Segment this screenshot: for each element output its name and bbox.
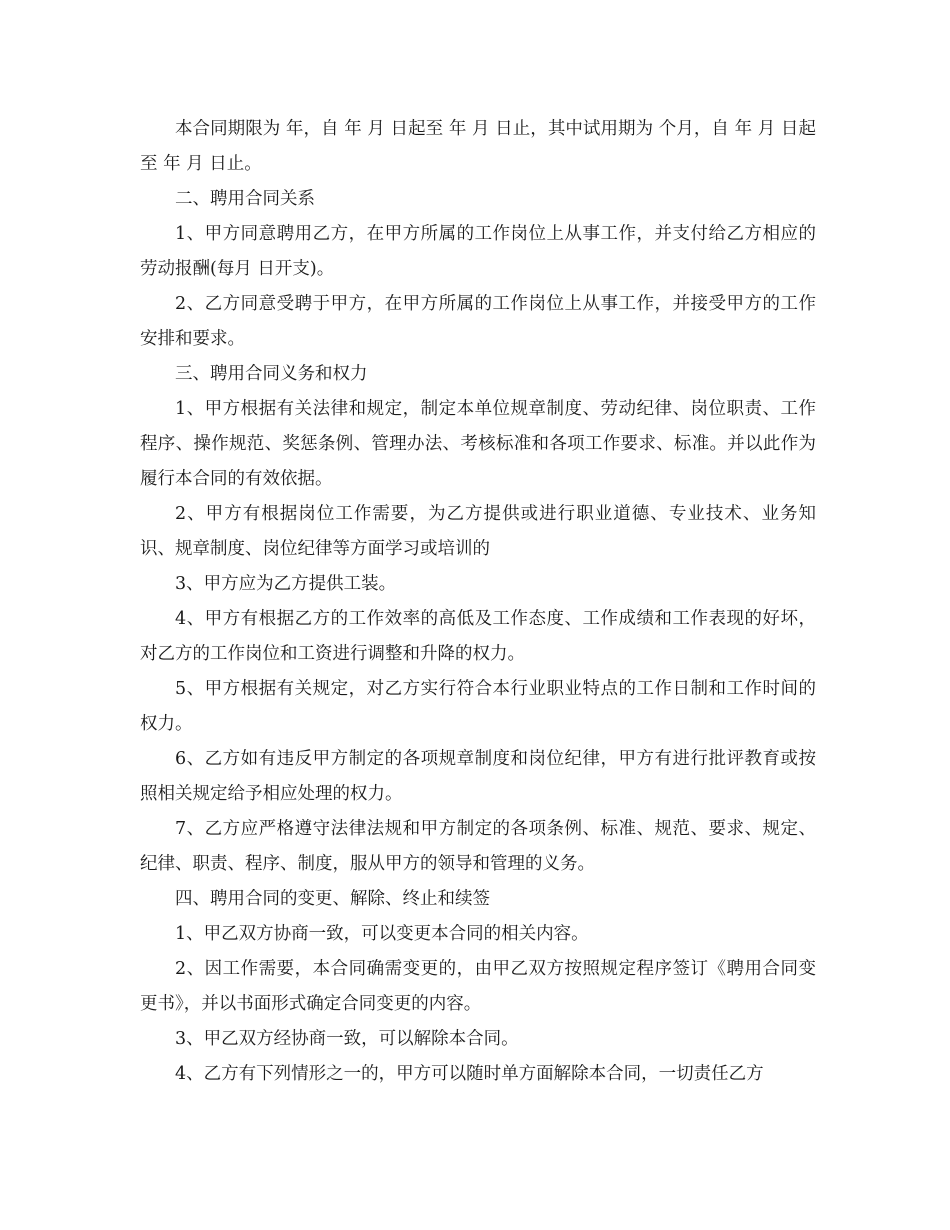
- clause-3-5: 5、甲方根据有关规定，对乙方实行符合本行业职业特点的工作日制和工作时间的权力。: [140, 679, 816, 734]
- clause-4-1: 1、甲乙双方协商一致，可以变更本合同的相关内容。: [175, 924, 589, 944]
- clause-2-1: 1、甲方同意聘用乙方，在甲方所属的工作岗位上从事工作，并支付给乙方相应的劳动报酬(每月 日开支)。: [140, 224, 816, 279]
- section-heading-2: 二、聘用合同关系: [175, 189, 315, 209]
- clause-4-4: 4、乙方有下列情形之一的，甲方可以随时单方面解除本合同，一切责任乙方: [175, 1064, 764, 1084]
- clause-3-7: 7、乙方应严格遵守法律法规和甲方制定的各项条例、标准、规范、要求、规定、纪律、职责、程序、制度，服从甲方的领导和管理的义务。: [140, 819, 816, 874]
- clause-2-2: 2、乙方同意受聘于甲方，在甲方所属的工作岗位上从事工作，并接受甲方的工作安排和要求。: [140, 294, 816, 349]
- clause-3-6: 6、乙方如有违反甲方制定的各项规章制度和岗位纪律，甲方有进行批评教育或按照相关规定给予相应处理的权力。: [140, 749, 816, 804]
- section-heading-3: 三、聘用合同义务和权力: [175, 364, 368, 384]
- section-heading-4: 四、聘用合同的变更、解除、终止和续签: [175, 889, 490, 909]
- clause-4-2: 2、因工作需要，本合同确需变更的，由甲乙双方按照规定程序签订《聘用合同变更书》，并以书面形式确定合同变更的内容。: [140, 959, 816, 1014]
- clause-3-3: 3、甲方应为乙方提供工装。: [175, 574, 397, 594]
- document-body: [140, 112, 816, 1092]
- clause-3-2: 2、甲方有根据岗位工作需要，为乙方提供或进行职业道德、专业技术、业务知识、规章制度、岗位纪律等方面学习或培训的: [140, 504, 816, 559]
- clause-4-3: 3、甲乙双方经协商一致，可以解除本合同。: [175, 1029, 519, 1049]
- clause-3-4: 4、甲方有根据乙方的工作效率的高低及工作态度、工作成绩和工作表现的好坏，对乙方的工作岗位和工资进行调整和升降的权力。: [140, 609, 816, 664]
- clause-3-1: 1、甲方根据有关法律和规定，制定本单位规章制度、劳动纪律、岗位职责、工作程序、操作规范、奖惩条例、管理办法、考核标准和各项工作要求、标准。并以此作为履行本合同的有效依据。: [140, 399, 816, 489]
- term-paragraph: 本合同期限为 年，自 年 月 日起至 年 月 日止，其中试用期为 个月，自 年 月 日起至 年 月 日止。: [140, 119, 816, 174]
